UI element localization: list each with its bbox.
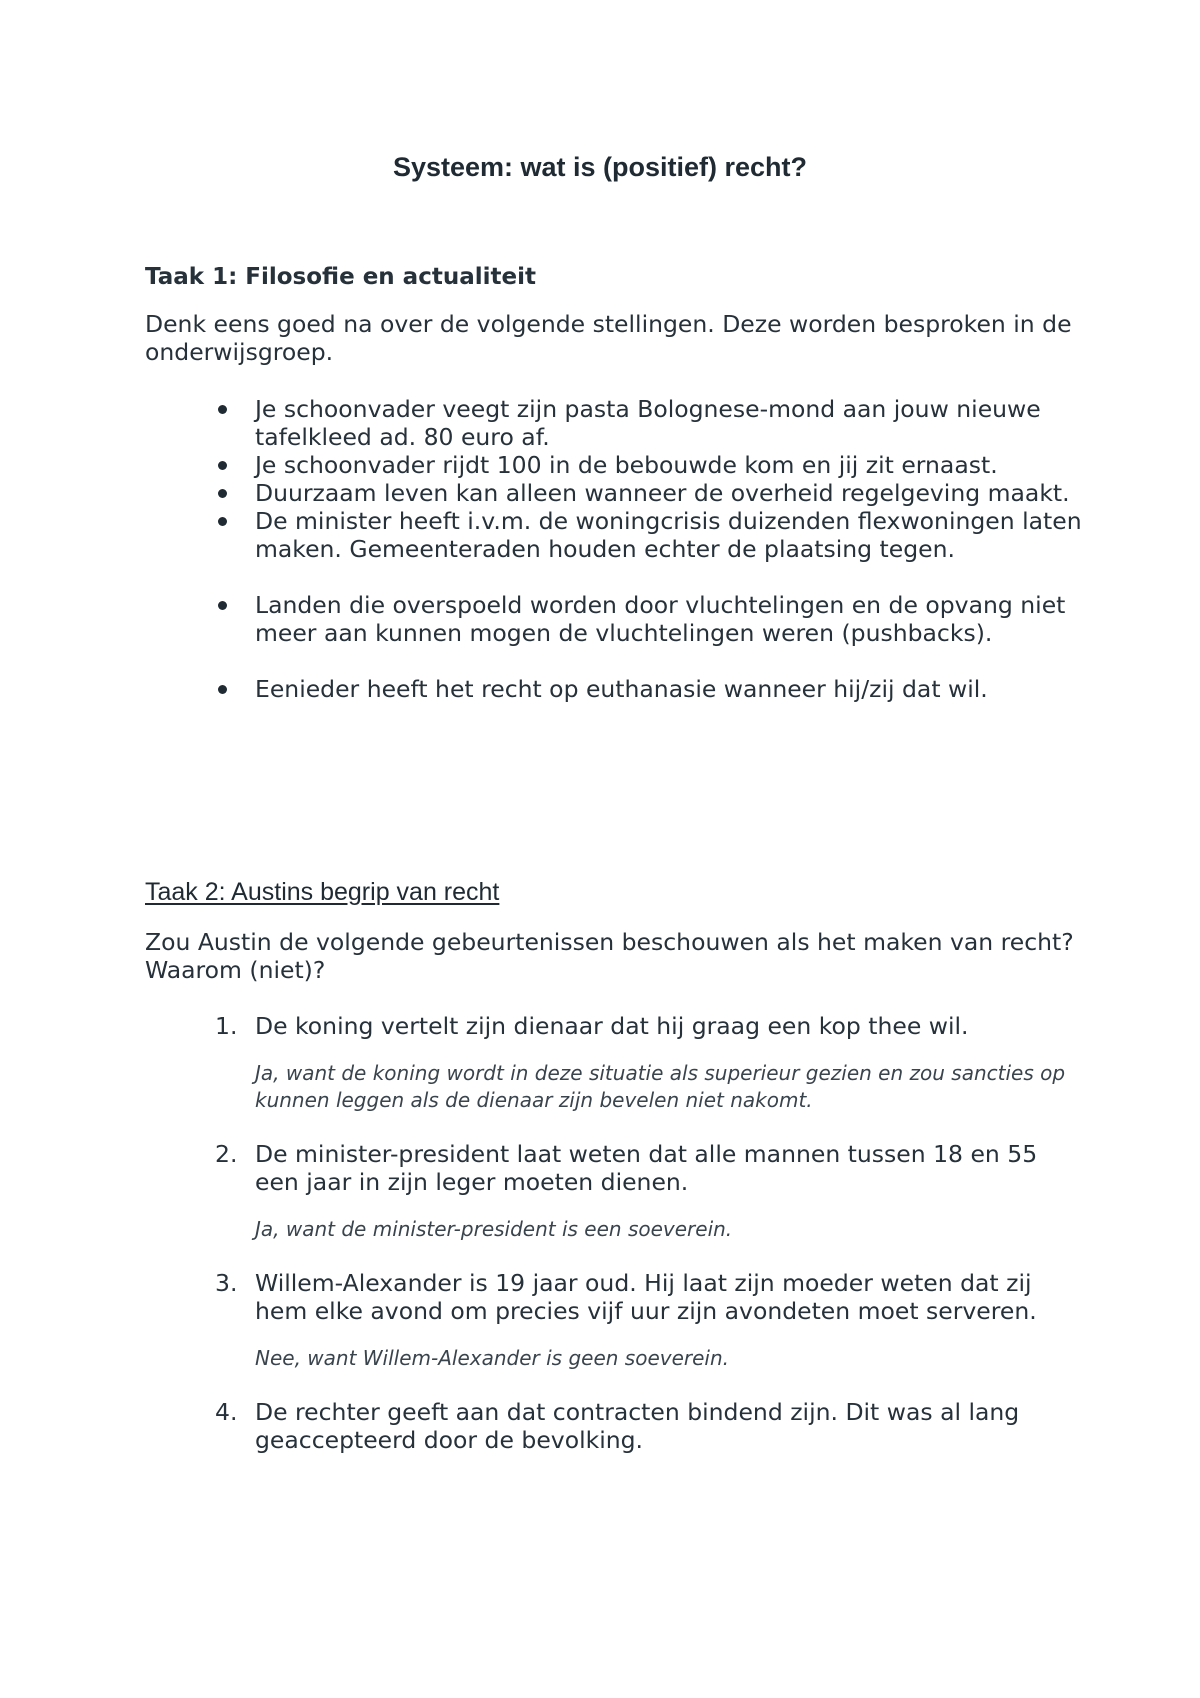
list-item <box>145 1012 1085 1114</box>
task1-intro: Denk eens goed na over de volgende stellingen. Deze worden besproken in de onderwijsgroep. <box>145 310 1072 366</box>
statement-text: De minister heeft i.v.m. de woningcrisis duizenden flexwoningen laten maken. Gemeenteraden houden echter de plaatsing tegen. <box>255 507 1082 563</box>
statement-text: Landen die overspoeld worden door vluchtelingen en de opvang niet meer aan kunnen mogen de vluchtelingen weren (pushbacks). <box>255 591 1066 647</box>
statement-text: Eenieder heeft het recht op euthanasie wanneer hij/zij dat wil. <box>255 675 988 703</box>
question-number: 2. <box>215 1140 238 1168</box>
task1-heading: Taak 1: Filosofie en actualiteit <box>145 264 536 290</box>
list-item <box>145 507 1085 563</box>
task2-question-list <box>145 1012 1085 1454</box>
list-item <box>145 1398 1085 1454</box>
question-number: 1. <box>215 1012 238 1040</box>
question-text: Willem-Alexander is 19 jaar oud. Hij laat zijn moeder weten dat zij hem elke avond om precies vijf uur zijn avondeten moet serveren. <box>255 1269 1037 1325</box>
statement-text: Duurzaam leven kan alleen wanneer de overheid regelgeving maakt. <box>255 479 1070 507</box>
bullet-icon <box>218 601 227 610</box>
bullet-icon <box>218 685 227 694</box>
list-item <box>145 1269 1085 1372</box>
question-number: 3. <box>215 1269 238 1297</box>
task2-heading: Taak 2: Austins begrip van recht <box>145 878 500 906</box>
bullet-icon <box>218 405 227 414</box>
answer-text: Ja, want de koning wordt in deze situatie als superieur gezien en zou sancties op kunnen leggen als de dienaar zijn bevelen niet nakomt. <box>255 1061 1066 1112</box>
task1-statement-list <box>145 395 1085 703</box>
bullet-icon <box>218 517 227 526</box>
statement-text: Je schoonvader veegt zijn pasta Bolognese-mond aan jouw nieuwe tafelkleed ad. 80 euro af. <box>255 395 1041 451</box>
list-item <box>145 675 1085 703</box>
list-item <box>145 395 1085 451</box>
answer-text: Ja, want de minister-president is een soeverein. <box>255 1217 733 1241</box>
document-title: Systeem: wat is (positief) recht? <box>392 152 808 182</box>
bullet-icon <box>218 461 227 470</box>
question-text: De rechter geeft aan dat contracten bindend zijn. Dit was al lang geaccepteerd door de bevolking. <box>255 1398 1020 1454</box>
list-item <box>145 451 1085 479</box>
list-item <box>145 1140 1085 1243</box>
list-item <box>145 479 1085 507</box>
question-text: De minister-president laat weten dat alle mannen tussen 18 en 55 een jaar in zijn leger moeten dienen. <box>255 1140 1038 1196</box>
answer-text: Nee, want Willem-Alexander is geen soeverein. <box>255 1346 730 1370</box>
question-number: 4. <box>215 1398 238 1426</box>
bullet-icon <box>218 489 227 498</box>
question-text: De koning vertelt zijn dienaar dat hij graag een kop thee wil. <box>255 1012 969 1040</box>
list-item <box>145 591 1085 647</box>
task2-intro: Zou Austin de volgende gebeurtenissen beschouwen als het maken van recht? Waarom (niet)? <box>145 928 1074 984</box>
statement-text: Je schoonvader rijdt 100 in de bebouwde kom en jij zit ernaast. <box>255 451 998 479</box>
